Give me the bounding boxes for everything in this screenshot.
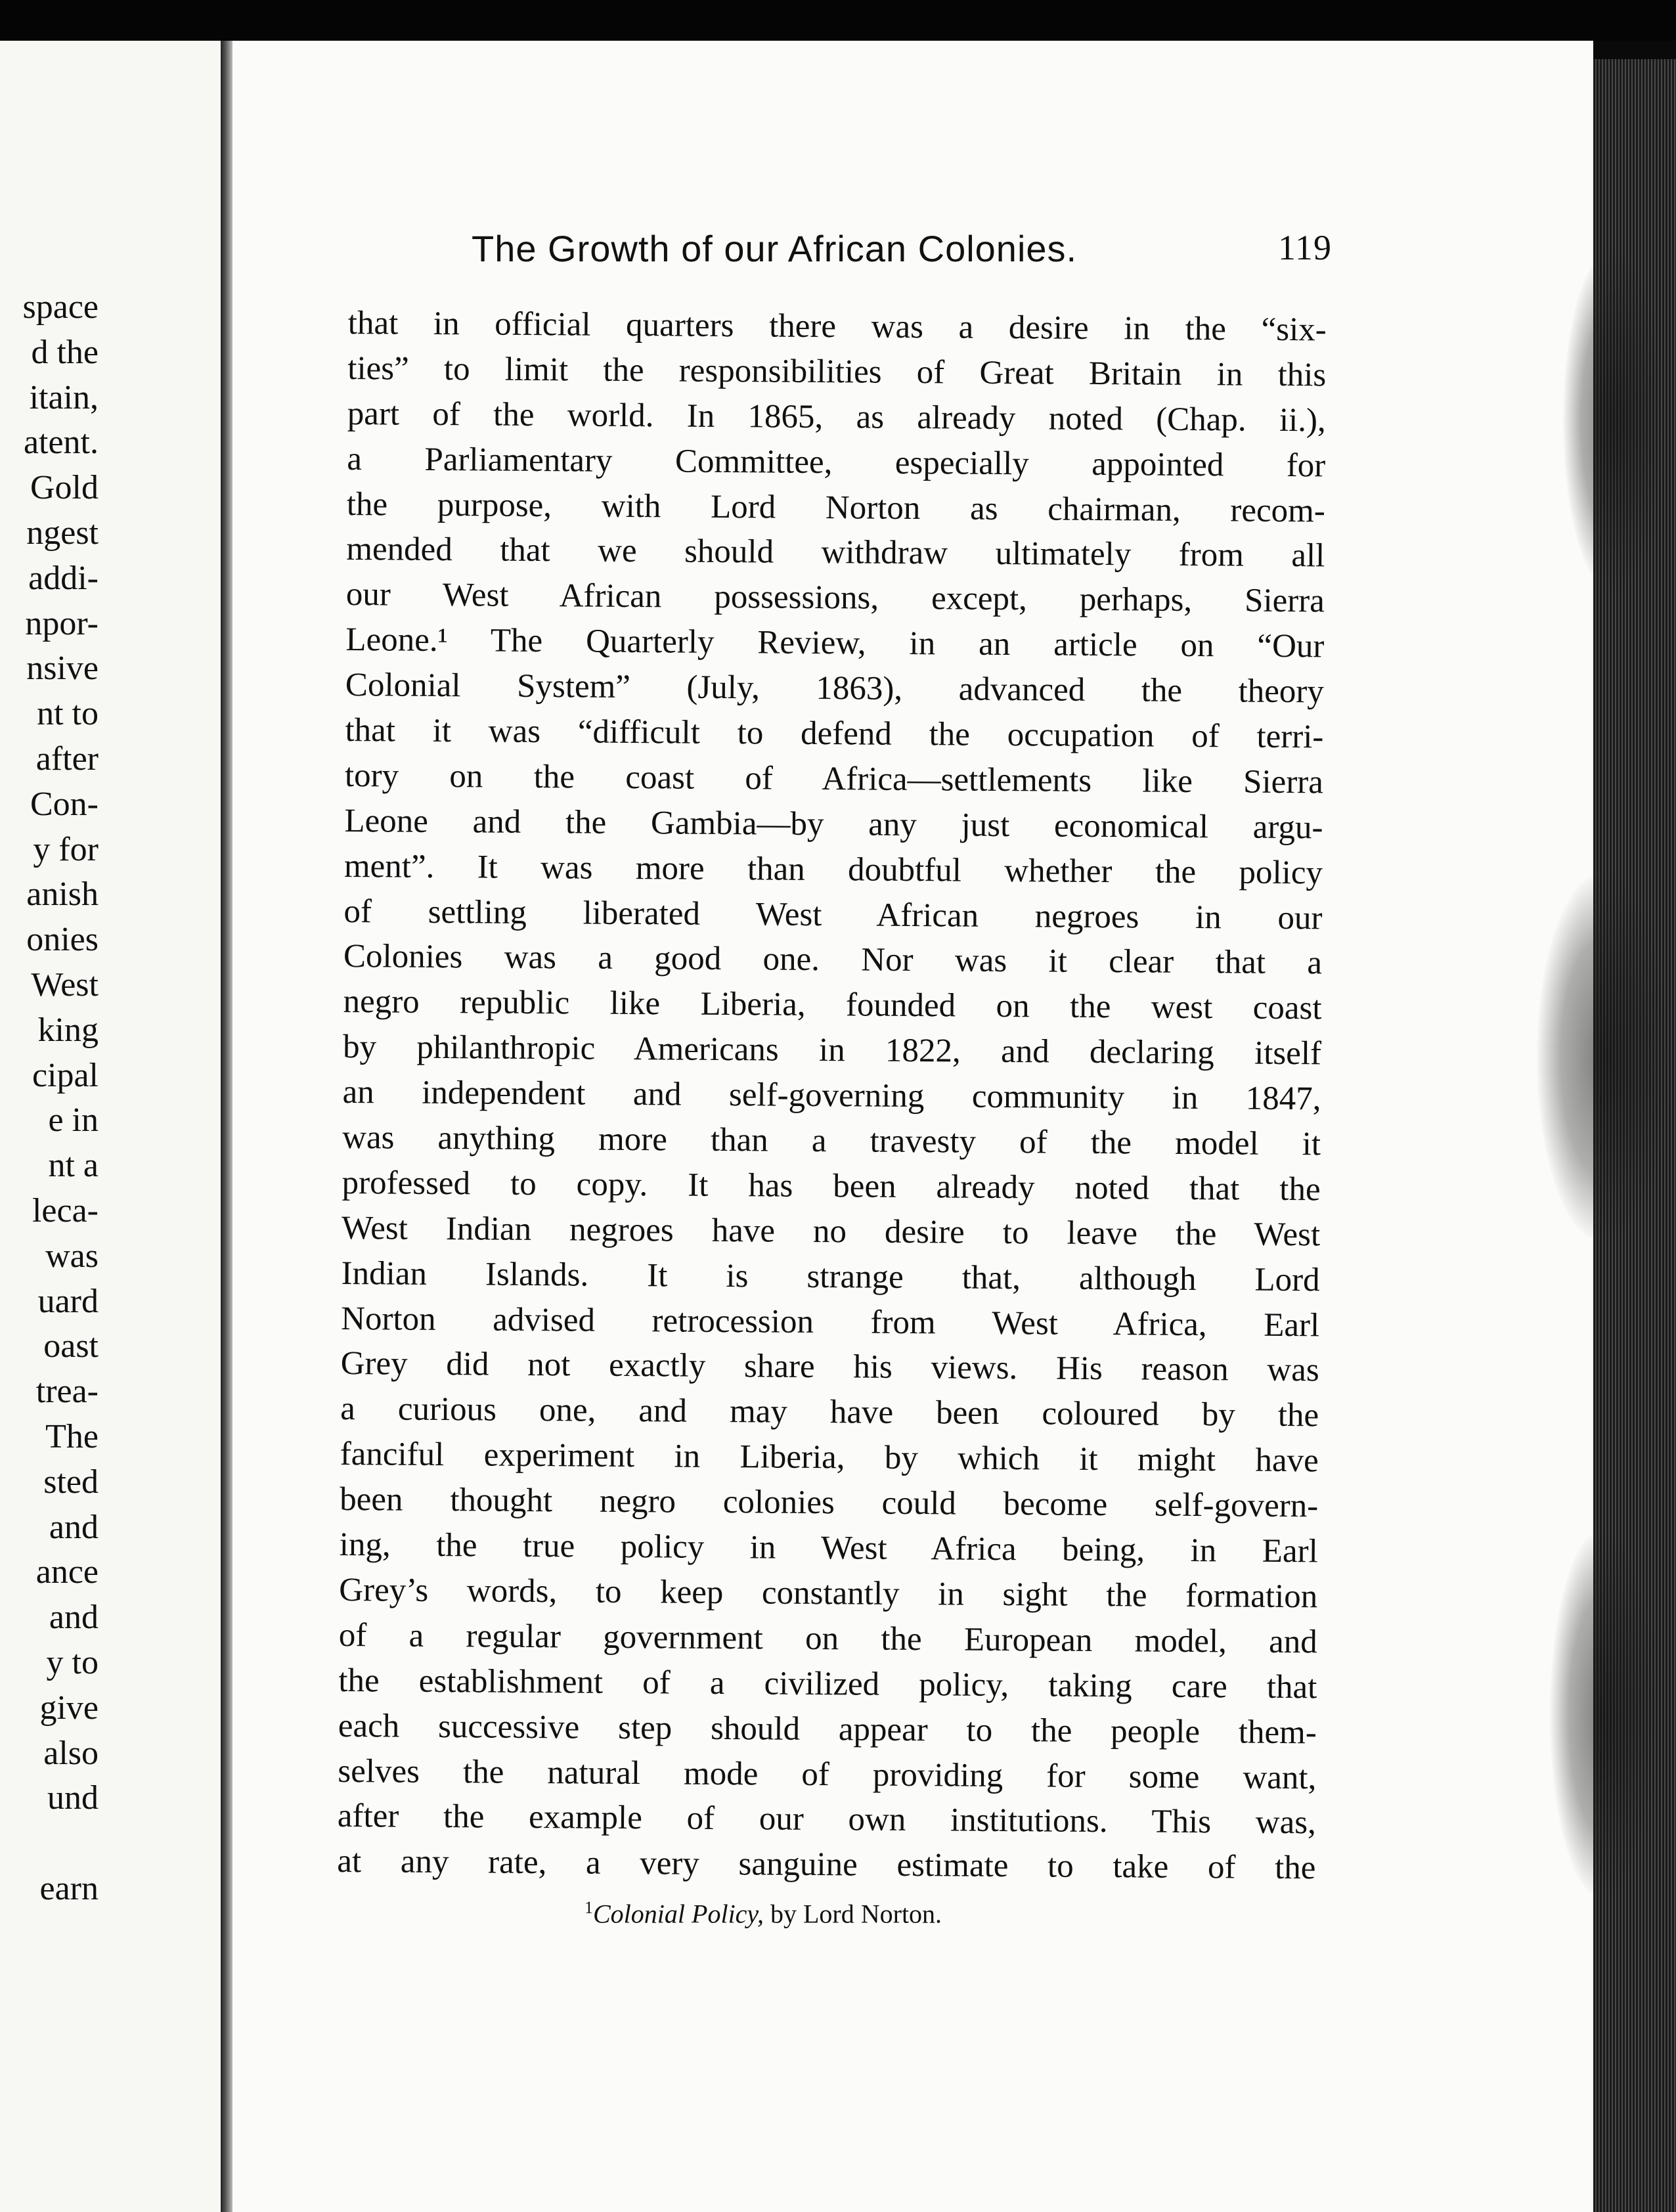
body-line: ing, the true policy in West Africa being, in Earl	[339, 1526, 1318, 1570]
footnote-text: by Lord Norton.	[763, 1899, 942, 1929]
left-fragment-line: earn	[39, 1869, 99, 1907]
body-line: been thought negro colonies could become self-govern-	[340, 1481, 1319, 1525]
body-line: Grey did not exactly share his views. His reason was	[340, 1345, 1319, 1389]
body-line: the purpose, with Lord Norton as chairman, recom-	[346, 485, 1325, 529]
left-page-text-fragments	[0, 285, 99, 1912]
running-title: The Growth of our African Colonies.	[472, 228, 1078, 269]
left-fragment-line: Gold	[30, 469, 99, 507]
body-line: the establishment of a civilized policy, taking care that	[338, 1662, 1317, 1706]
left-fragment-line: oast	[43, 1327, 99, 1365]
footnote-title: Colonial Policy,	[593, 1899, 764, 1929]
left-fragment-line: cipal	[32, 1056, 99, 1094]
body-line: Indian Islands. It is strange that, although Lord	[341, 1254, 1320, 1299]
body-line: professed to copy. It has been already noted that the	[342, 1164, 1321, 1208]
left-fragment-line: space	[22, 288, 99, 326]
left-fragment-line: addi-	[28, 559, 99, 597]
body-line: a Parliamentary Committee, especially appointed for	[347, 440, 1326, 485]
body-line: at any rate, a very sanguine estimate to take of the	[337, 1843, 1316, 1887]
body-line: Leone and the Gambia—by any just economical argu-	[344, 802, 1323, 847]
body-line: that in official quarters there was a desire in the “six-	[347, 304, 1327, 349]
body-line: selves the natural mode of providing for some want,	[338, 1752, 1317, 1796]
left-fragment-line: also	[43, 1734, 99, 1772]
left-fragment-line: Con-	[30, 785, 99, 823]
body-line: of settling liberated West African negroes in our	[343, 893, 1323, 937]
left-fragment-line: itain,	[29, 378, 99, 416]
body-line: Grey’s words, to keep constantly in sight the formation	[339, 1571, 1318, 1616]
left-fragment-line: sted	[43, 1463, 99, 1501]
body-line: ment”. It was more than doubtful whether the policy	[343, 847, 1323, 892]
left-fragment-line: npor-	[25, 604, 99, 642]
body-line: mended that we should withdraw ultimately from all	[346, 531, 1325, 575]
left-fragment-line: atent.	[23, 424, 99, 462]
scan-top-border	[0, 0, 1676, 41]
left-fragment-line: The	[45, 1417, 99, 1455]
body-line: that it was “difficult to defend the occupation of terri-	[345, 712, 1324, 756]
left-fragment-line: and	[49, 1508, 99, 1546]
footnote-marker: 1	[584, 1898, 593, 1917]
left-fragment-line: West	[31, 965, 99, 1004]
body-line: after the example of our own institutions. This was,	[337, 1798, 1317, 1842]
body-line: ties” to limit the responsibilities of Great Britain in this	[347, 349, 1327, 394]
left-fragment-line: nt to	[37, 695, 99, 733]
body-line: our West African possessions, except, perhaps, Sierra	[345, 576, 1325, 620]
left-fragment-line: give	[39, 1689, 99, 1727]
left-fragment-line: anish	[26, 875, 99, 914]
body-line: tory on the coast of Africa—settlements like Sierra	[344, 757, 1324, 801]
library-stamp-middle	[1537, 874, 1668, 1241]
book-gutter	[221, 41, 232, 2212]
body-text	[337, 301, 1327, 1891]
left-fragment-line: y for	[33, 830, 99, 868]
left-fragment-line: after	[35, 740, 99, 778]
left-fragment-line: e in	[48, 1101, 99, 1139]
body-line: a curious one, and may have been coloured by the	[340, 1390, 1319, 1434]
library-stamp-bottom	[1550, 1530, 1655, 1898]
body-line: Colonies was a good one. Nor was it clear that a	[343, 938, 1323, 982]
left-page	[0, 41, 221, 2212]
left-fragment-line: trea-	[35, 1373, 99, 1411]
body-line: fanciful experiment in Liberia, by which it might have	[340, 1436, 1319, 1480]
library-stamp-top	[1563, 250, 1662, 591]
left-fragment-line: d the	[31, 333, 99, 371]
left-fragment-line: nt a	[48, 1147, 99, 1185]
body-line: each successive step should appear to the people them-	[338, 1707, 1317, 1751]
body-line: Leone.¹ The Quarterly Review, in an article on “Our	[345, 621, 1325, 665]
left-fragment-line: und	[47, 1779, 99, 1817]
body-line: Norton advised retrocession from West Africa, Earl	[340, 1300, 1320, 1344]
body-line: Colonial System” (July, 1863), advanced the theory	[345, 667, 1325, 711]
body-line: West Indian negroes have no desire to leave the West	[341, 1209, 1321, 1254]
left-fragment-line: king	[37, 1011, 99, 1049]
body-line: was anything more than a travesty of the model it	[342, 1119, 1321, 1163]
left-fragment-line: y to	[46, 1643, 99, 1681]
left-fragment-line: and	[49, 1599, 99, 1637]
left-fragment-line: uard	[37, 1282, 99, 1320]
running-header	[248, 227, 1332, 273]
left-fragment-line: ngest	[26, 514, 99, 552]
body-line: by philanthropic Americans in 1822, and declaring itself	[342, 1029, 1322, 1073]
footnote	[584, 1898, 942, 1929]
left-fragment-line: nsive	[26, 650, 99, 688]
page-number: 119	[1278, 228, 1332, 267]
body-line: negro republic like Liberia, founded on the west coast	[343, 983, 1322, 1027]
page-edges	[1593, 59, 1676, 2212]
body-line: an independent and self-governing community in 1847,	[342, 1074, 1321, 1118]
left-fragment-line: ance	[35, 1553, 99, 1591]
body-line: part of the world. In 1865, as already noted (Chap. ii.),	[347, 395, 1326, 439]
left-fragment-line: was	[45, 1237, 99, 1275]
left-fragment-line: onies	[26, 921, 99, 959]
body-line: of a regular government on the European model, and	[338, 1616, 1317, 1661]
left-fragment-line: leca-	[32, 1191, 99, 1229]
